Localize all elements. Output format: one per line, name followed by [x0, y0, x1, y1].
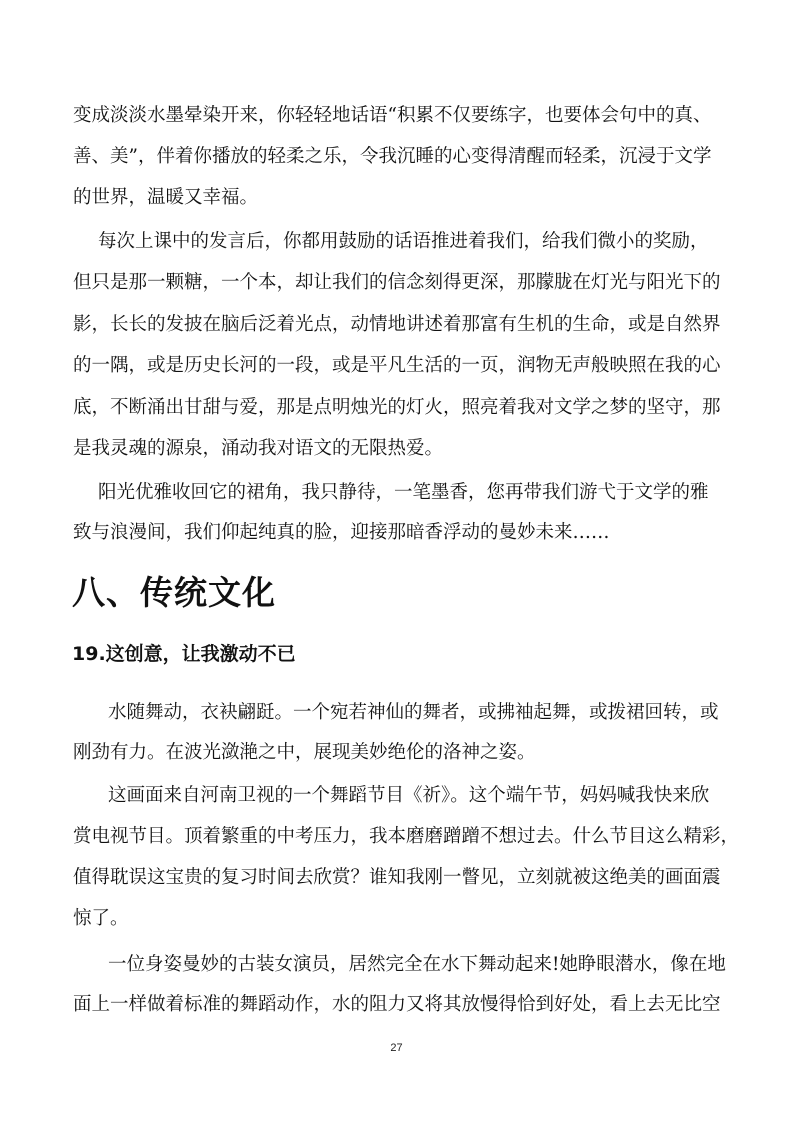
- page-number: 27: [390, 1042, 403, 1054]
- paragraph-line: 刚劲有力。在波光潋滟之中，展现美妙绝伦的洛神之姿。: [73, 742, 536, 763]
- paragraph-line: 是我灵魂的源泉，涌动我对语文的无限热爱。: [73, 438, 444, 459]
- paragraph-line: 的世界，温暖又幸福。: [73, 187, 259, 208]
- paragraph-line: 惊了。: [73, 908, 129, 929]
- paragraph-line: 致与浪漫间，我们仰起纯真的脸，迎接那暗香浮动的曼妙未来……: [73, 522, 610, 543]
- essay-title: 19.这创意，让我激动不已: [72, 643, 296, 665]
- paragraph-line: 底，不断涌出甘甜与爱，那是点明烛光的灯火，照亮着我对文学之梦的坚守，那: [73, 397, 721, 418]
- paragraph-line: 这画面来自河南卫视的一个舞蹈节目《祈》。这个端午节，妈妈喊我快来欣: [108, 785, 710, 806]
- paragraph-line: 每次上课中的发言后，你都用鼓励的话语推进着我们，给我们微小的奖励，: [98, 231, 709, 252]
- paragraph-line: 影，长长的发披在脑后泛着光点，动情地讲述着那富有生机的生命，或是自然界: [73, 314, 721, 335]
- paragraph-line: 赏电视节目。顶着繁重的中考压力，我本磨磨蹭蹭不想过去。什么节目这么精彩，: [73, 826, 740, 847]
- paragraph-line: 水随舞动，衣袂翩跹。一个宛若神仙的舞者，或拂袖起舞，或拨裙回转，或: [108, 702, 719, 723]
- paragraph-line: 面上一样做着标准的舞蹈动作，水的阻力又将其放慢得恰到好处，看上去无比空: [73, 994, 721, 1015]
- paragraph-line: 善、美”，伴着你播放的轻柔之乐，令我沉睡的心变得清醒而轻柔，沉浸于文学: [73, 146, 712, 167]
- paragraph-line: 一位身姿曼妙的古装女演员，居然完全在水下舞动起来!她睁眼潜水，像在地: [108, 954, 726, 975]
- paragraph-line: 变成淡淡水墨晕染开来，你轻轻地话语“积累不仅要练字，也要体会句中的真、: [73, 105, 712, 126]
- paragraph-line: 但只是那一颗糖，一个本，却让我们的信念刻得更深，那朦胧在灯光与阳光下的: [73, 272, 721, 293]
- paragraph-line: 值得耽误这宝贵的复习时间去欣赏？谁知我刚一瞥见，立刻就被这绝美的画面震: [73, 867, 721, 888]
- paragraph-line: 的一隅，或是历史长河的一段，或是平凡生活的一页，润物无声般映照在我的心: [73, 355, 721, 376]
- section-heading: 八、传统文化: [72, 573, 276, 612]
- paragraph-line: 阳光优雅收回它的裙角，我只静待，一笔墨香，您再带我们游弋于文学的雅: [98, 482, 709, 503]
